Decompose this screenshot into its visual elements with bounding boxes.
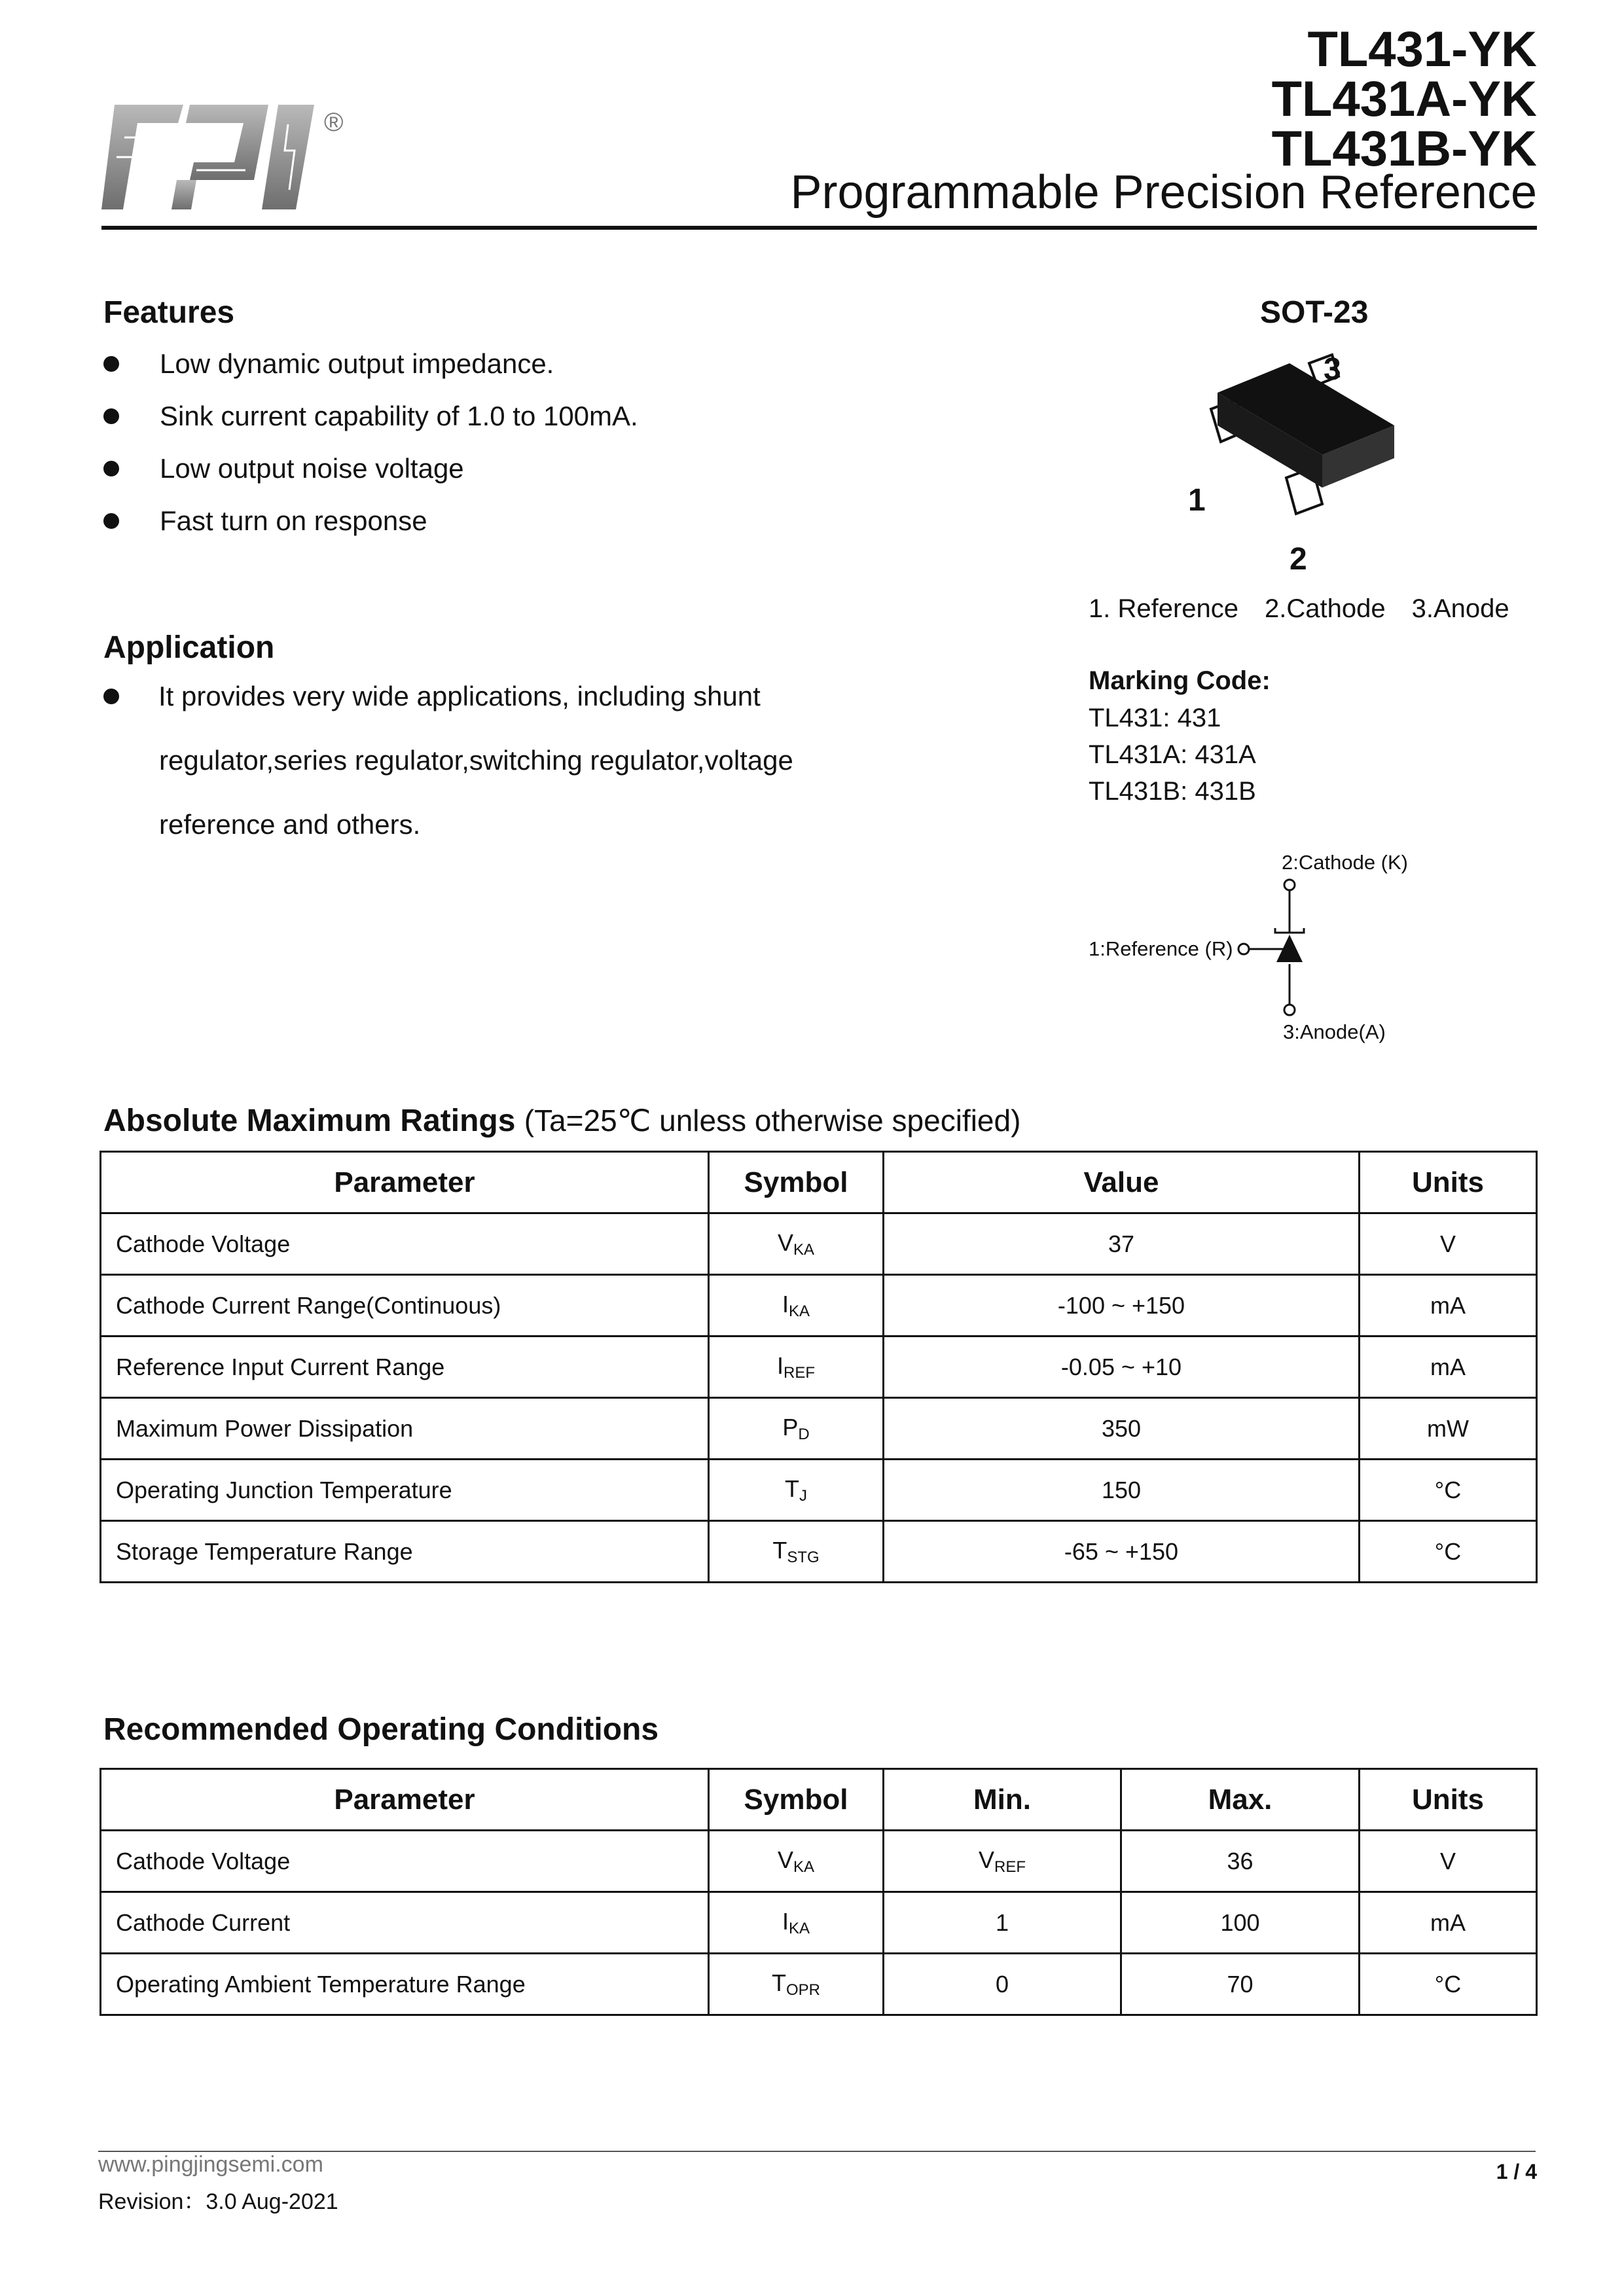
pin-number: 1 bbox=[1188, 483, 1206, 518]
table-row: Cathode Current $I_{KA}$ 1 100 mA bbox=[101, 1892, 1537, 1954]
header-divider bbox=[101, 226, 1537, 230]
abs-max-title: Absolute Maximum Ratings (Ta=25℃ unless otherwise specified) bbox=[103, 1103, 1021, 1138]
page-number: 1 / 4 bbox=[1496, 2160, 1537, 2183]
bullet-icon bbox=[103, 408, 119, 424]
schematic-symbol bbox=[1087, 844, 1427, 1060]
table-header-row: Parameter Symbol Min. Max. Units bbox=[101, 1769, 1537, 1831]
feature-item: Low output noise voltage bbox=[103, 453, 464, 484]
bullet-icon bbox=[103, 689, 119, 704]
application-text: regulator,series regulator,switching regulator,voltage bbox=[159, 745, 793, 776]
marking-code: TL431B: 431B bbox=[1089, 777, 1256, 806]
feature-item: Low dynamic output impedance. bbox=[103, 348, 554, 380]
anode-label: 3:Anode(A) bbox=[1283, 1020, 1386, 1043]
table-row: Reference Input Current Range $I_{REF}$ -0.05 ~ +10 mA bbox=[101, 1336, 1537, 1398]
rec-op-title: Recommended Operating Conditions bbox=[103, 1712, 659, 1747]
company-logo bbox=[98, 98, 347, 219]
bullet-icon bbox=[103, 461, 119, 476]
table-header-row: Parameter Symbol Value Units bbox=[101, 1152, 1537, 1213]
pin-number: 3 bbox=[1324, 352, 1341, 387]
table-row: Maximum Power Dissipation $P_D$ 350 mW bbox=[101, 1398, 1537, 1460]
website-link[interactable]: www.pingjingsemi.com bbox=[98, 2152, 323, 2177]
document-subtitle: Programmable Precision Reference bbox=[790, 166, 1537, 219]
sot23-package-image bbox=[1172, 347, 1420, 583]
bullet-icon bbox=[103, 513, 119, 529]
reference-label: 1:Reference (R) bbox=[1089, 937, 1233, 960]
table-row: Cathode Voltage $V_{KA}$ 37 V bbox=[101, 1213, 1537, 1275]
marking-code: TL431A: 431A bbox=[1089, 740, 1256, 769]
application-text: reference and others. bbox=[159, 809, 421, 840]
table-row: Cathode Current Range(Continuous) $I_{KA}$ -100 ~ +150 mA bbox=[101, 1275, 1537, 1336]
part-number-title: TL431A-YK bbox=[1271, 71, 1537, 127]
pin-description: 1. Reference 2.Cathode 3.Anode bbox=[1089, 594, 1509, 623]
part-number-title: TL431-YK bbox=[1307, 22, 1537, 77]
marking-code-title: Marking Code: bbox=[1089, 666, 1271, 695]
table-row: Operating Ambient Temperature Range $T_{OPR}$ 0 70 °C bbox=[101, 1954, 1537, 2015]
feature-item: Sink current capability of 1.0 to 100mA. bbox=[103, 401, 638, 432]
features-heading: Features bbox=[103, 295, 235, 330]
table-row: Operating Junction Temperature $T_J$ 150 °C bbox=[101, 1460, 1537, 1521]
rec-op-table bbox=[99, 1768, 1538, 2016]
package-title: SOT-23 bbox=[1260, 295, 1369, 330]
revision-info: Revision：3.0 Aug-2021 bbox=[98, 2189, 338, 2214]
table-row: Cathode Voltage $V_{KA}$ $V_{REF}$ 36 V bbox=[101, 1831, 1537, 1892]
application-item: It provides very wide applications, including shunt bbox=[103, 681, 761, 712]
application-heading: Application bbox=[103, 630, 275, 665]
svg-text:®: ® bbox=[324, 108, 344, 137]
part-number-title: TL431B-YK bbox=[1271, 121, 1537, 177]
bullet-icon bbox=[103, 356, 119, 372]
marking-code: TL431: 431 bbox=[1089, 704, 1221, 732]
pin-number: 2 bbox=[1290, 542, 1307, 577]
table-row: Storage Temperature Range $T_{STG}$ -65 ~ +150 °C bbox=[101, 1521, 1537, 1583]
feature-item: Fast turn on response bbox=[103, 505, 427, 537]
abs-max-table bbox=[99, 1151, 1538, 1583]
cathode-label: 2:Cathode (K) bbox=[1282, 851, 1408, 874]
